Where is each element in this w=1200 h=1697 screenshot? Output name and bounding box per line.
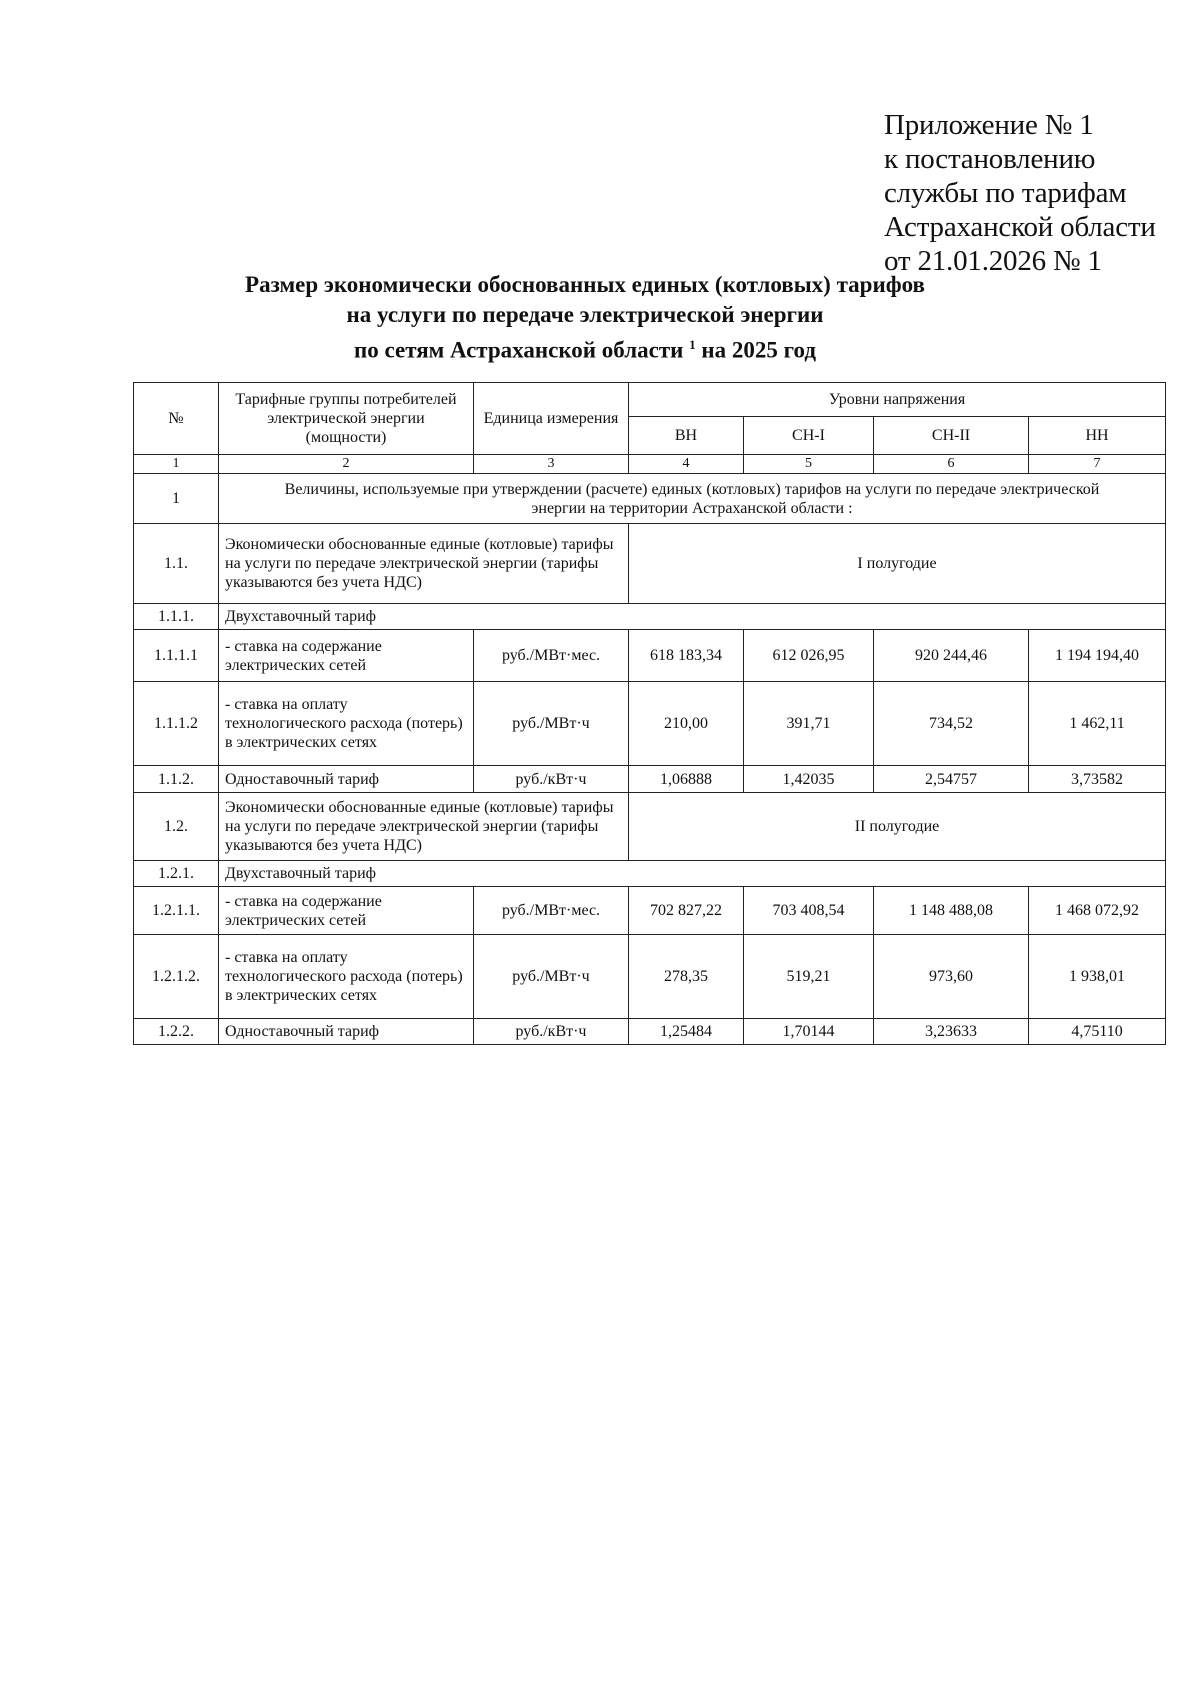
header-group: Тарифные группы потребителей электрической энергии (мощности) — [219, 383, 474, 455]
value-vn: 210,00 — [629, 682, 744, 766]
row-name: Экономически обоснованные единые (котловые) тарифы на услуги по передаче электрической энергии (тарифы указываются без учета НДС) — [219, 793, 629, 861]
header-unit: Единица измерения — [474, 383, 629, 455]
title-line: Размер экономически обоснованных единых (котловых) тарифов — [245, 272, 925, 297]
column-number: 7 — [1029, 455, 1166, 474]
appendix-line: к постановлению — [884, 143, 1096, 175]
title-line — [150, 330, 1020, 366]
header-row — [134, 383, 1166, 417]
header-vn: ВН — [629, 417, 744, 455]
value-sn1: 1,42035 — [744, 766, 874, 793]
value-vn: 1,06888 — [629, 766, 744, 793]
title-text: по сетям Астраханской области — [354, 337, 684, 363]
value-sn1: 1,70144 — [744, 1019, 874, 1045]
unit-cell: руб./МВт·ч — [474, 935, 629, 1019]
footnote-marker: 1 — [689, 337, 696, 352]
column-number: 1 — [134, 455, 219, 474]
row-number: 1.2.1.1. — [134, 887, 219, 935]
header-sn2: СН-II — [874, 417, 1029, 455]
column-number: 3 — [474, 455, 629, 474]
table-row — [134, 766, 1166, 793]
value-sn2: 3,23633 — [874, 1019, 1029, 1045]
table-row — [134, 861, 1166, 887]
value-nn: 3,73582 — [1029, 766, 1166, 793]
section-text: Величины, используемые при утверждении (расчете) единых (котловых) тарифов на услуги по передаче электрической энергии на территории Астраханской области : — [219, 474, 1166, 524]
row-name: Двухставочный тариф — [219, 604, 1166, 630]
table-row — [134, 524, 1166, 604]
appendix-line: от 21.01.2026 № 1 — [884, 245, 1102, 277]
row-number: 1 — [134, 474, 219, 524]
header-num: № — [134, 383, 219, 455]
row-number: 1.1. — [134, 524, 219, 604]
document-title — [150, 270, 1020, 366]
appendix-line: Приложение № 1 — [884, 109, 1094, 141]
row-name: - ставка на содержание электрических сетей — [219, 887, 474, 935]
title-text: на 2025 год — [695, 337, 816, 363]
value-sn2: 973,60 — [874, 935, 1029, 1019]
table-row — [134, 793, 1166, 861]
header-sn1: СН-I — [744, 417, 874, 455]
row-name: Одноставочный тариф — [219, 1019, 474, 1045]
value-sn2: 920 244,46 — [874, 630, 1029, 682]
value-vn: 702 827,22 — [629, 887, 744, 935]
value-sn1: 519,21 — [744, 935, 874, 1019]
row-number: 1.1.1. — [134, 604, 219, 630]
header-levels: Уровни напряжения — [629, 383, 1166, 417]
row-name: - ставка на содержание электрических сетей — [219, 630, 474, 682]
value-vn: 618 183,34 — [629, 630, 744, 682]
row-name: Экономически обоснованные единые (котловые) тарифы на услуги по передаче электрической энергии (тарифы указываются без учета НДС) — [219, 524, 629, 604]
row-name: Одноставочный тариф — [219, 766, 474, 793]
period-label: I полугодие — [629, 524, 1166, 604]
row-name: Двухставочный тариф — [219, 861, 1166, 887]
unit-cell: руб./МВт·мес. — [474, 630, 629, 682]
row-number: 1.1.2. — [134, 766, 219, 793]
appendix-line: Астраханской области — [884, 211, 1156, 243]
header-nn: НН — [1029, 417, 1166, 455]
appendix-block — [884, 108, 1156, 278]
value-sn1: 612 026,95 — [744, 630, 874, 682]
value-nn: 1 462,11 — [1029, 682, 1166, 766]
column-number: 4 — [629, 455, 744, 474]
column-number: 6 — [874, 455, 1029, 474]
row-number: 1.1.1.1 — [134, 630, 219, 682]
column-number: 5 — [744, 455, 874, 474]
row-number: 1.1.1.2 — [134, 682, 219, 766]
row-name: - ставка на оплату технологического расхода (потерь) в электрических сетях — [219, 682, 474, 766]
table-row — [134, 630, 1166, 682]
period-label: II полугодие — [629, 793, 1166, 861]
title-line: на услуги по передаче электрической энергии — [346, 302, 824, 327]
table-row — [134, 935, 1166, 1019]
value-vn: 278,35 — [629, 935, 744, 1019]
tariff-table — [133, 382, 1166, 1045]
row-number: 1.2.2. — [134, 1019, 219, 1045]
row-number: 1.2. — [134, 793, 219, 861]
unit-cell: руб./МВт·мес. — [474, 887, 629, 935]
value-nn: 1 468 072,92 — [1029, 887, 1166, 935]
table-row — [134, 604, 1166, 630]
value-sn2: 734,52 — [874, 682, 1029, 766]
table-row — [134, 1019, 1166, 1045]
unit-cell: руб./кВт·ч — [474, 1019, 629, 1045]
appendix-line: службы по тарифам — [884, 177, 1127, 209]
table-row — [134, 887, 1166, 935]
value-sn1: 391,71 — [744, 682, 874, 766]
column-number-row — [134, 455, 1166, 474]
unit-cell: руб./МВт·ч — [474, 682, 629, 766]
row-number: 1.2.1. — [134, 861, 219, 887]
value-vn: 1,25484 — [629, 1019, 744, 1045]
value-nn: 4,75110 — [1029, 1019, 1166, 1045]
section-row — [134, 474, 1166, 524]
value-sn1: 703 408,54 — [744, 887, 874, 935]
value-sn2: 1 148 488,08 — [874, 887, 1029, 935]
column-number: 2 — [219, 455, 474, 474]
value-nn: 1 194 194,40 — [1029, 630, 1166, 682]
value-nn: 1 938,01 — [1029, 935, 1166, 1019]
row-number: 1.2.1.2. — [134, 935, 219, 1019]
table-row — [134, 682, 1166, 766]
value-sn2: 2,54757 — [874, 766, 1029, 793]
row-name: - ставка на оплату технологического расхода (потерь) в электрических сетях — [219, 935, 474, 1019]
unit-cell: руб./кВт·ч — [474, 766, 629, 793]
